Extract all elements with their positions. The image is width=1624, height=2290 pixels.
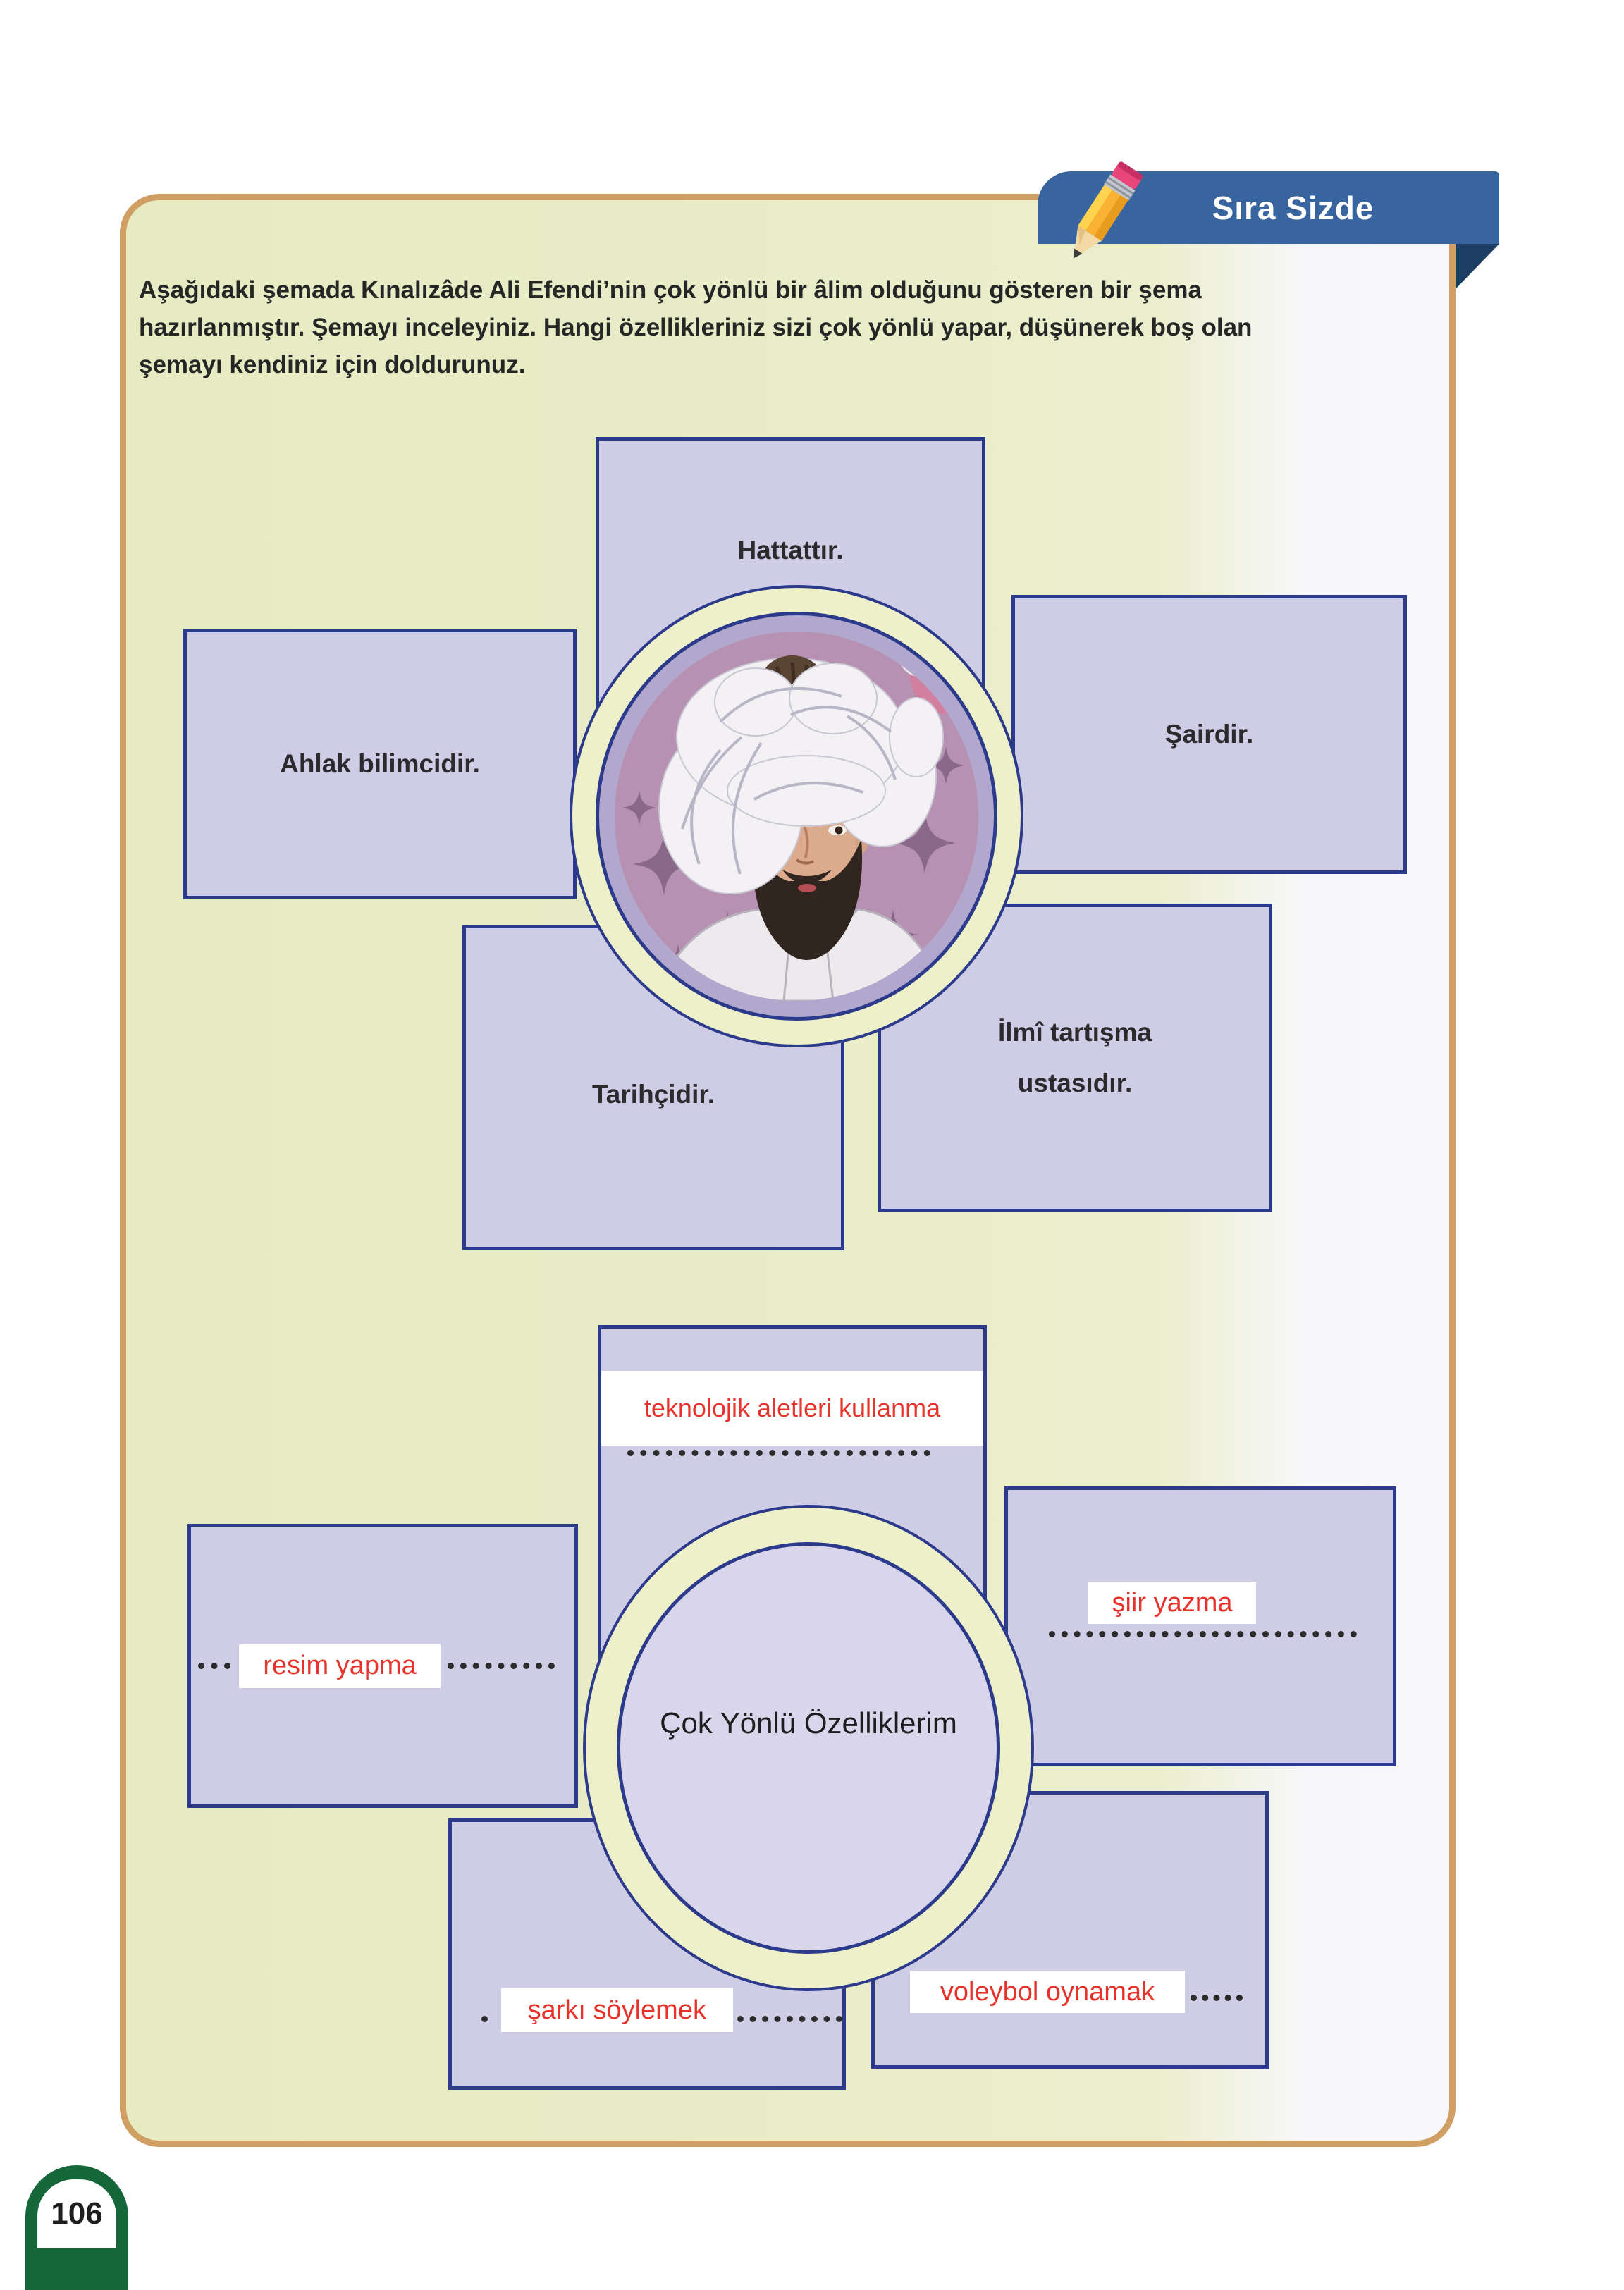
diagram1-box-ethicist (183, 629, 577, 899)
dotted-line[interactable] (1049, 1631, 1357, 1637)
dotted-line[interactable] (448, 1663, 555, 1669)
diagram2-box-left (187, 1524, 578, 1808)
diagram2-center-label: Çok Yönlü Özelliklerim (660, 1706, 957, 1740)
pencil-icon (1056, 154, 1148, 277)
diagram1-box-label: İlmî tartışma ustasıdır. (998, 1017, 1152, 1097)
answer-field-left[interactable] (239, 1644, 441, 1688)
answer-text: voleybol oynamak (940, 1976, 1155, 2007)
diagram1-box-label: Ahlak bilimcidir. (280, 749, 480, 778)
diagram1-box-label: Şairdir. (1164, 720, 1254, 749)
instructions-line: Aşağıdaki şemada Kınalızâde Ali Efendi’nin çok yönlü bir âlim olduğunu gösteren bir şema (139, 276, 1202, 304)
answer-text: teknolojik aletleri kullanma (644, 1393, 941, 1422)
diagram1-box-label: Tarihçidir. (591, 1080, 715, 1109)
diagram2-center-ellipse (617, 1542, 1000, 1954)
page-number: 106 (51, 2196, 103, 2231)
answer-field-top[interactable] (601, 1371, 983, 1446)
answer-field-bottom-right[interactable] (910, 1971, 1185, 2013)
dotted-line[interactable] (198, 1663, 230, 1669)
answer-text: resim yapma (263, 1651, 417, 1680)
answer-field-right[interactable] (1088, 1582, 1256, 1624)
dotted-line[interactable] (627, 1450, 930, 1456)
diagram2-box-right (1004, 1486, 1396, 1766)
banner-fold-ribbon (1456, 244, 1499, 289)
diagram1-box-label: Hattattır. (737, 536, 844, 565)
instructions-line: hazırlanmıştır. Şemayı inceleyiniz. Hangi özellikleriniz sizi çok yönlü yapar, düşünerek boş olan (139, 314, 1253, 341)
section-title: Sıra Sizde (1212, 189, 1374, 226)
instructions-line: şemayı kendiniz için doldurunuz. (139, 351, 526, 378)
kinalizade-ali-efendi-portrait (615, 632, 978, 1001)
diagram1-box-poet (1011, 595, 1407, 874)
answer-field-bottom-left[interactable] (501, 1988, 733, 2032)
answer-text: şarkı söylemek (527, 1995, 706, 2025)
answer-text: şiir yazma (1112, 1587, 1233, 1618)
instructions-text (139, 271, 1386, 383)
dotted-line[interactable] (1191, 1995, 1243, 2001)
page-number-arch (37, 2179, 116, 2248)
page-number-badge (25, 2165, 128, 2290)
dotted-line[interactable] (737, 2016, 842, 2022)
dotted-line[interactable] (481, 2016, 491, 2022)
